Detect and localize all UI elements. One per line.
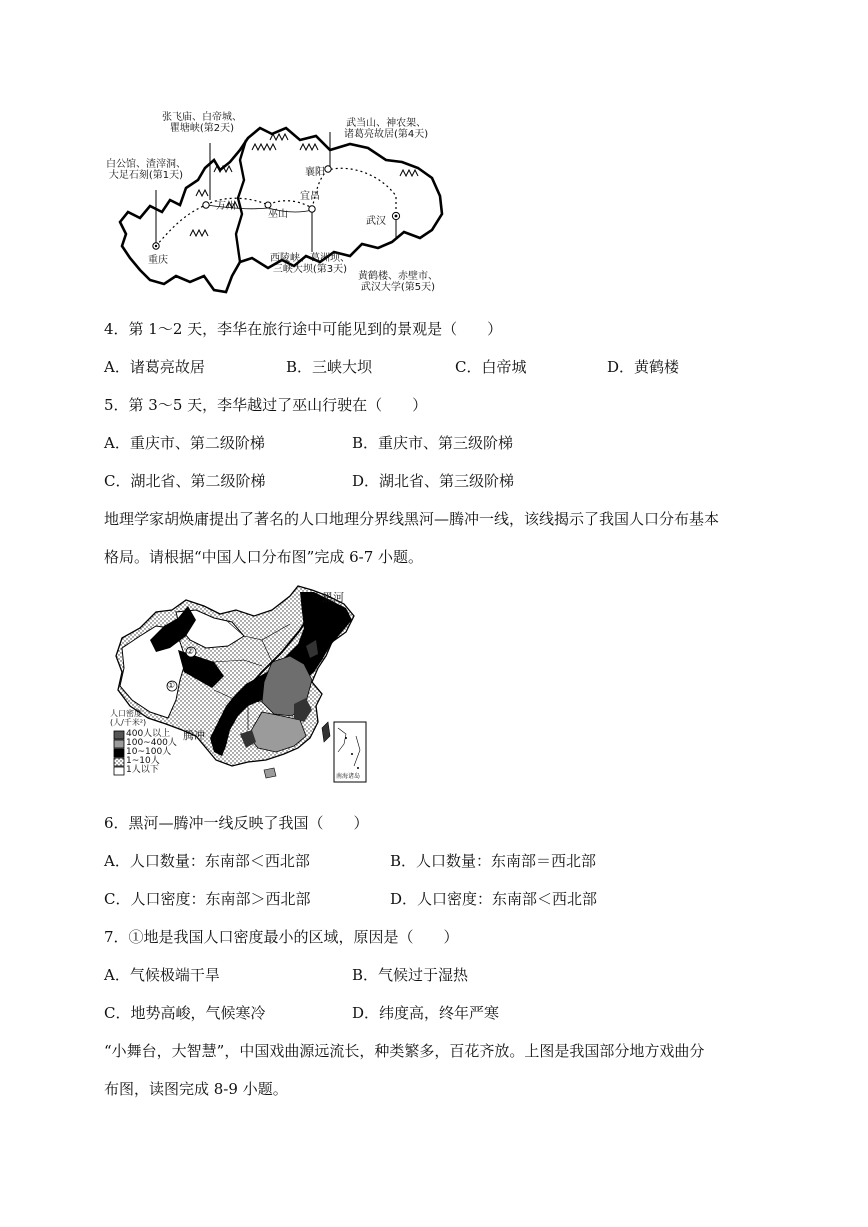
- annotation-day5: 黄鹤楼、赤壁市、 武汉大学(第5天): [358, 271, 438, 293]
- intro-6-7-line2: 格局。请根据“中国人口分布图”完成 6-7 小题。: [104, 548, 424, 566]
- question-7-stem: 7．①地是我国人口密度最小的区域，原因是（ ）: [104, 928, 459, 946]
- label-yichang: 宜昌: [300, 191, 320, 202]
- label-south-china-sea-islands: 南海诸岛: [336, 773, 361, 780]
- question-5-option-c[interactable]: C．湖北省、第二级阶梯: [104, 472, 266, 490]
- question-7-option-c[interactable]: C．地势高峻，气候寒冷: [104, 1004, 266, 1022]
- label-xiangyang: 襄阳: [305, 167, 325, 178]
- label-chongqing: 重庆: [148, 255, 168, 266]
- legend-title: 人口密度 (人/千米²): [110, 709, 147, 727]
- label-tengchong: 腾冲: [183, 729, 205, 742]
- question-6-option-d[interactable]: D．人口密度：东南部＜西北部: [390, 890, 598, 908]
- question-4-option-d[interactable]: D．黄鹤楼: [607, 358, 680, 376]
- question-5-option-b[interactable]: B．重庆市、第三级阶梯: [352, 434, 514, 452]
- question-6-option-b[interactable]: B．人口数量：东南部＝西北部: [390, 852, 597, 870]
- annotation-day3: 西陵峡、葛洲坝、 三峡大坝(第3天): [270, 253, 350, 275]
- annotation-day2: 张飞庙、白帝城、 瞿塘峡(第2天): [162, 112, 242, 134]
- legend-400-plus: 400人以上: [126, 729, 171, 739]
- question-5-option-d[interactable]: D．湖北省、第三级阶梯: [352, 472, 515, 490]
- intro-8-9-line2: 布图，读图完成 8-9 小题。: [104, 1080, 288, 1098]
- question-7-option-a[interactable]: A．气候极端干旱: [104, 966, 220, 984]
- label-heihe: 黑河: [322, 591, 344, 604]
- legend-100-400: 100~400人: [126, 738, 177, 748]
- legend-below-1: 1人以下: [126, 765, 159, 775]
- question-6-option-c[interactable]: C．人口密度：东南部＞西北部: [104, 890, 311, 908]
- question-4-option-c[interactable]: C．白帝城: [455, 358, 527, 376]
- label-wushan: 巫山: [268, 209, 288, 220]
- question-6-option-a[interactable]: A．人口数量：东南部＜西北部: [104, 852, 310, 870]
- marker-region-2: ②: [186, 647, 195, 657]
- intro-6-7-line1: 地理学家胡焕庸提出了著名的人口地理分界线黑河—腾冲一线，该线揭示了我国人口分布基本: [104, 510, 720, 528]
- question-7-option-d[interactable]: D．纬度高，终年严寒: [352, 1004, 500, 1022]
- question-4-option-b[interactable]: B．三峡大坝: [286, 358, 373, 376]
- marker-region-1: ①: [167, 681, 176, 691]
- question-6-stem: 6．黑河—腾冲一线反映了我国（ ）: [104, 814, 369, 832]
- label-wanzhou: 万州: [216, 201, 236, 212]
- legend-10-100: 10~100人: [126, 747, 172, 757]
- label-wuhan: 武汉: [366, 216, 386, 227]
- question-5-stem: 5．第 3～5 天，李华越过了巫山行驶在（ ）: [104, 396, 428, 414]
- intro-8-9-line1: “小舞台，大智慧”，中国戏曲源远流长，种类繁多，百花齐放。上图是我国部分地方戏曲分: [104, 1042, 705, 1060]
- question-4-stem: 4．第 1～2 天，李华在旅行途中可能见到的景观是（ ）: [104, 320, 503, 338]
- legend-1-10: 1~10人: [126, 756, 160, 766]
- question-7-option-b[interactable]: B．气候过于湿热: [352, 966, 469, 984]
- question-4-option-a[interactable]: A．诸葛亮故居: [104, 358, 205, 376]
- annotation-day1: 白公馆、渣滓洞、 大足石刻(第1天): [106, 159, 186, 181]
- question-5-option-a[interactable]: A．重庆市、第二级阶梯: [104, 434, 265, 452]
- annotation-day4: 武当山、神农架、 诸葛亮故居(第4天): [344, 118, 429, 140]
